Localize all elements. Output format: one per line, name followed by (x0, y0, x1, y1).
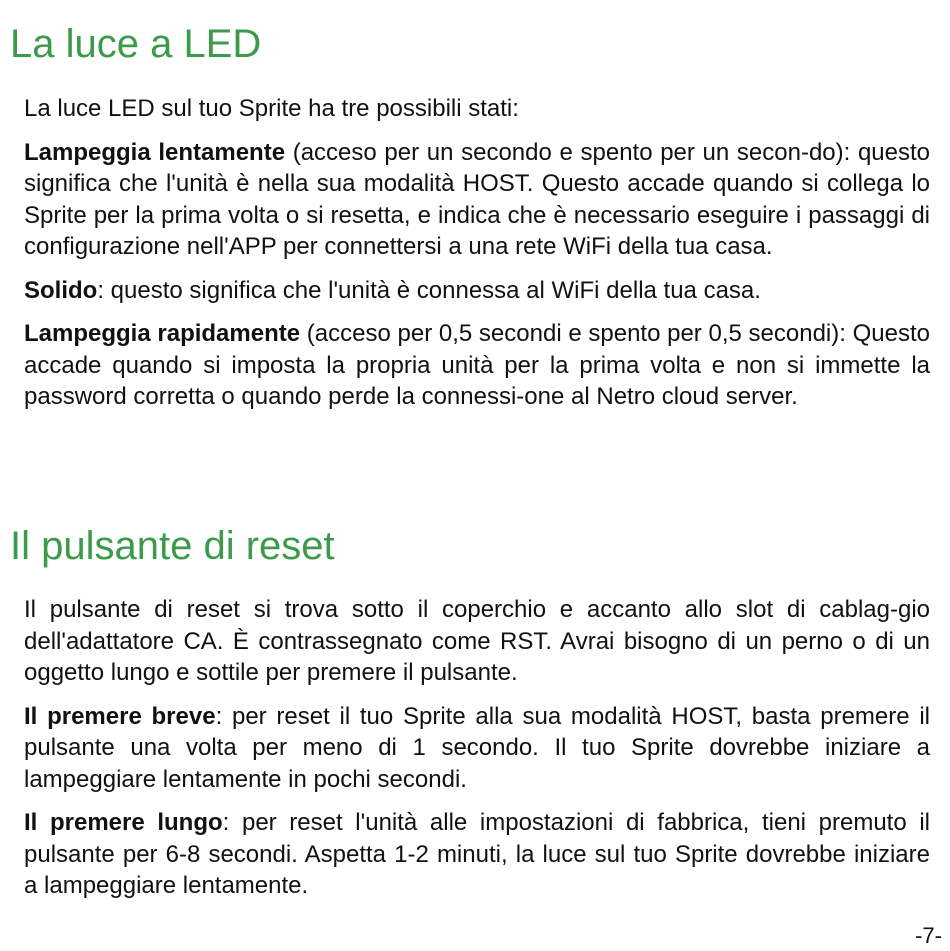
led-section (24, 93, 930, 425)
reset-intro: Il pulsante di reset si trova sotto il coperchio e accanto allo slot di cablag-gio dell'adattatore CA. È contrassegnato come RST. Avrai bisogno di un perno o di un oggetto lungo e sottile per premere il pulsante. (24, 596, 930, 686)
reset-term: Il premere lungo (24, 809, 223, 836)
led-state-term: Lampeggia lentamente (24, 138, 286, 166)
led-intro: La luce LED sul tuo Sprite ha tre possibili stati: (24, 95, 519, 122)
reset-text: : per reset l'unità alle impostazioni di fabbrica, tieni premuto il pulsante per 6-8 secondi. Aspetta 1-2 minuti, la luce sul tuo Sprite dovrebbe iniziare a lampeggiare lentamente. (24, 809, 930, 899)
reset-text: : per reset il tuo Sprite alla sua modalità HOST, basta premere il pulsante una volta per meno di 1 secondo. Il tuo Sprite dovrebbe iniziare a lampeggiare lentamente in pochi secondi. (24, 702, 931, 793)
section-title-led: La luce a LED (10, 22, 262, 66)
page-number: -7- (915, 923, 942, 948)
led-state-term: Solido (24, 276, 98, 304)
reset-term: Il premere breve (24, 702, 216, 730)
section-title-reset: Il pulsante di reset (10, 524, 335, 568)
reset-short-press (24, 701, 930, 796)
led-state-solid (24, 275, 930, 307)
led-state-text: (acceso per un secondo e spento per un secon-do): questo significa che l'unità è nella sua modalità HOST. Questo accade quando si collega lo Sprite per la prima volta o si resetta, e indica che è necessario eseguire i passaggi di configurazione nell'APP per connettersi a una rete WiFi della tua casa. (24, 138, 931, 260)
led-state-fast-blink (24, 318, 930, 413)
reset-section (24, 594, 930, 914)
led-state-slow-blink (24, 137, 930, 263)
led-state-text: : questo significa che l'unità è connessa al WiFi della tua casa. (97, 276, 761, 304)
led-state-text: (acceso per 0,5 secondi e spento per 0,5 secondi): Questo accade quando si imposta la propria unità per la prima volta e non si immette la password corretta o quando perde la connessi-one al Netro cloud server. (24, 320, 930, 410)
reset-long-press (24, 807, 930, 902)
led-state-term: Lampeggia rapidamente (24, 320, 301, 347)
